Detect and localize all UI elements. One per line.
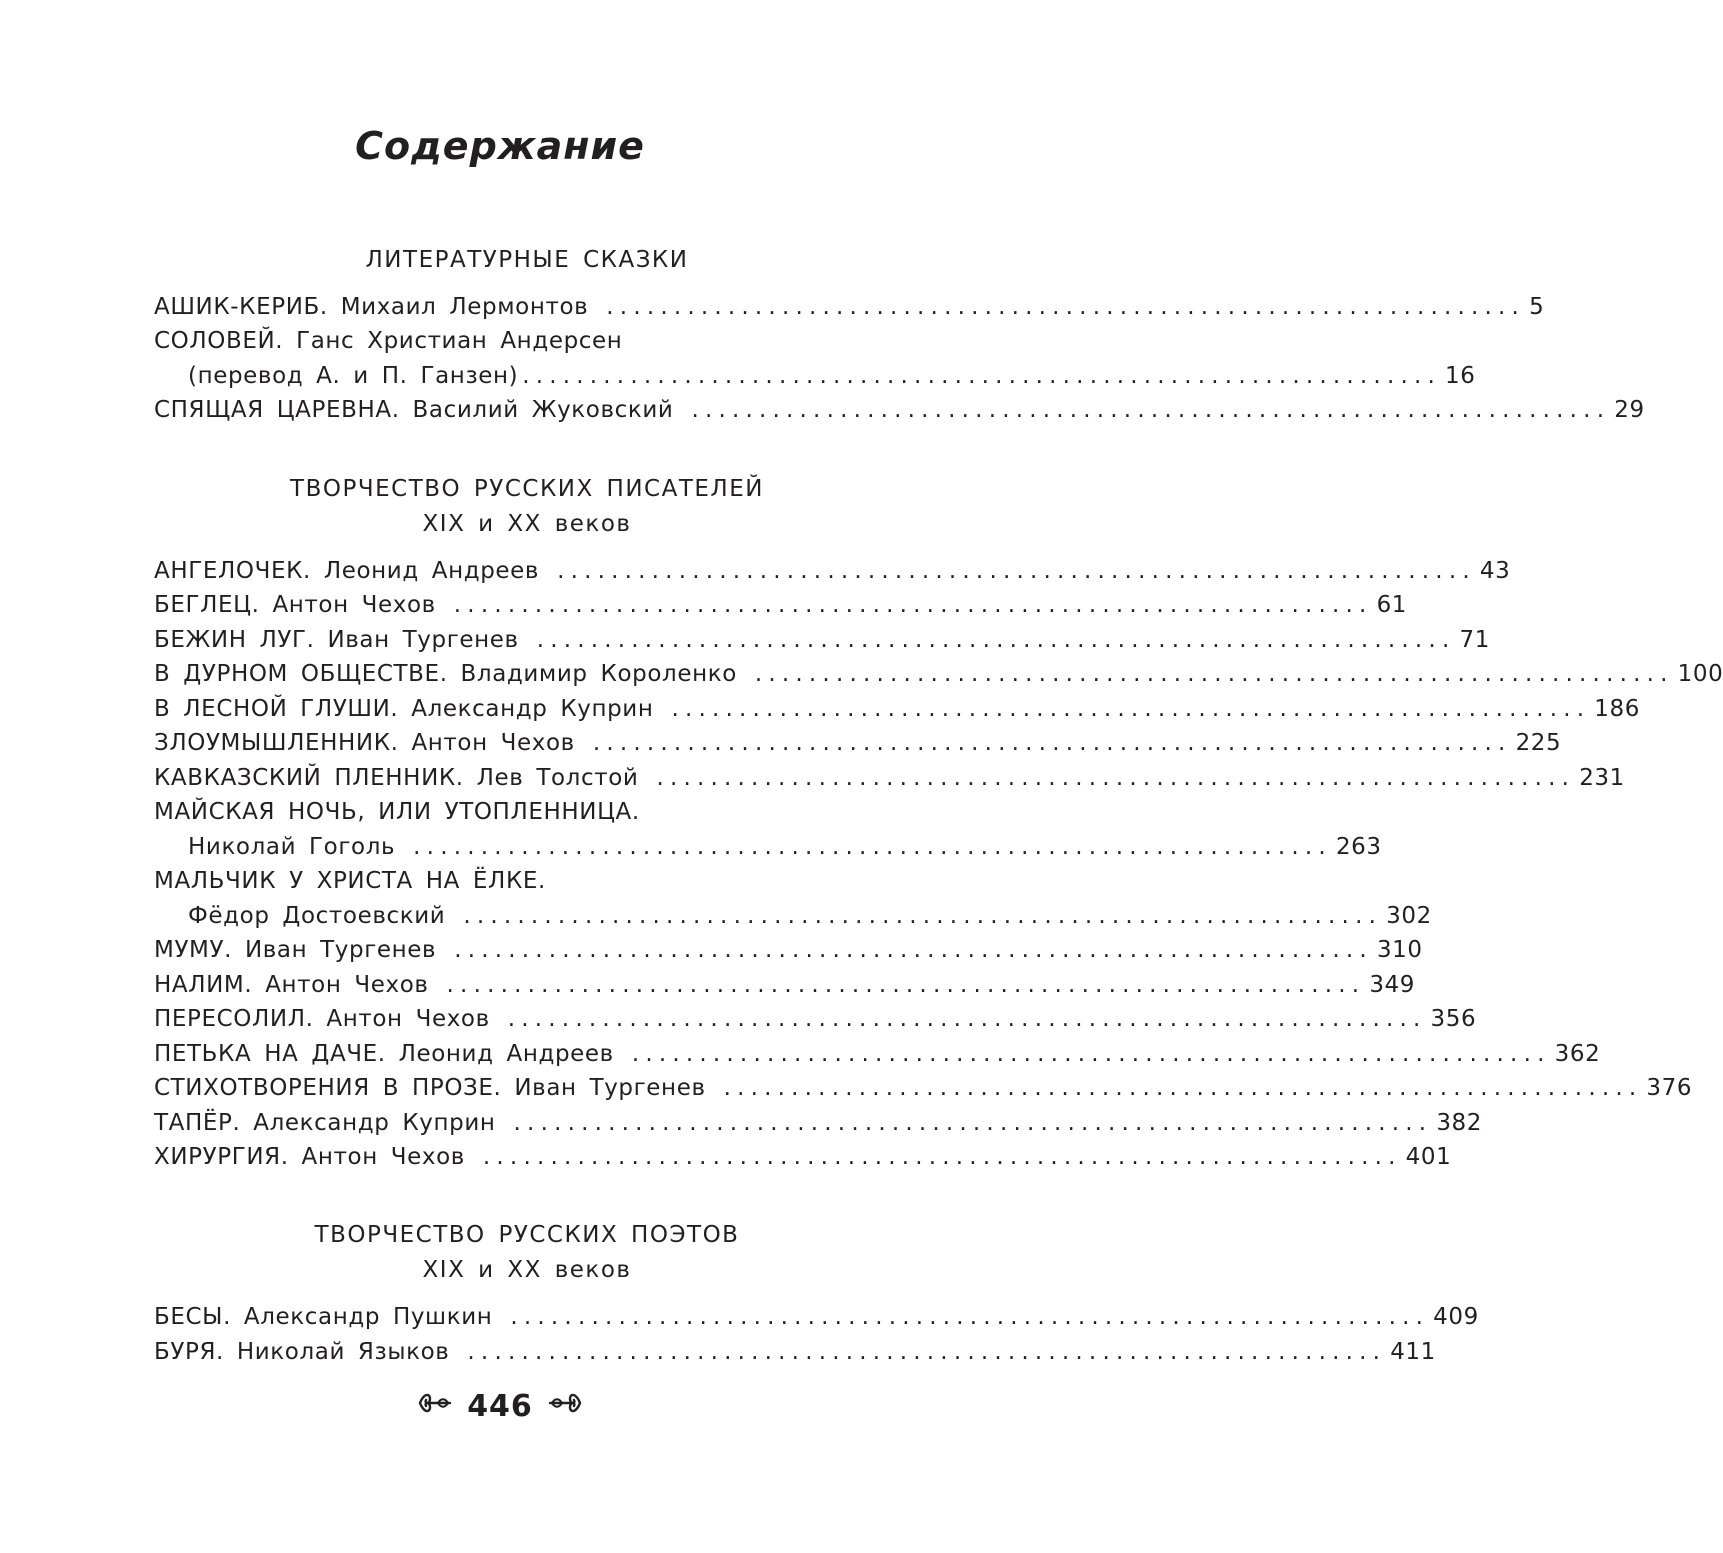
entry-page: 5	[1529, 294, 1545, 320]
dot-leader: ....................................................................	[482, 1144, 1402, 1170]
entry-text: ПЕТЬКА НА ДАЧЕ. Леонид Андреев	[154, 1041, 614, 1067]
section-heading: ЛИТЕРАТУРНЫЕ СКАЗКИ	[365, 247, 689, 273]
dot-leader: ....................................................................	[454, 937, 1373, 963]
entry-text: СПЯЩАЯ ЦАРЕВНА. Василий Жуковский	[154, 397, 674, 423]
entry-page: 186	[1594, 696, 1640, 722]
entry-page: 61	[1376, 592, 1408, 618]
toc-entry	[154, 1041, 1601, 1075]
dot-leader: ....................................................................	[671, 696, 1591, 722]
entry-page: 29	[1614, 397, 1645, 423]
toc-entry	[154, 730, 1562, 764]
entry-text: ЗЛОУМЫШЛЕННИК. Антон Чехов	[154, 730, 575, 756]
entry-page: 231	[1579, 765, 1625, 791]
dot-leader: ....................................................................	[723, 1075, 1643, 1101]
dot-leader: ....................................................................	[446, 972, 1366, 998]
entry-page: 225	[1515, 730, 1562, 756]
toc-entry	[154, 1075, 1693, 1109]
entry-text: СОЛОВЕЙ. Ганс Христиан Андерсен	[154, 328, 623, 354]
dot-leader: ....................................................................	[510, 1304, 1430, 1330]
dot-leader: ....................................................................	[536, 627, 1456, 653]
section-heading: ТВОРЧЕСТВО РУССКИХ ПИСАТЕЛЕЙ	[290, 476, 764, 502]
entry-page: 100	[1677, 661, 1723, 687]
dot-leader: ....................................................................	[413, 834, 1332, 860]
toc-entry	[154, 661, 1723, 695]
section-heading: ТВОРЧЕСТВО РУССКИХ ПОЭТОВ	[314, 1222, 740, 1248]
toc-entry	[154, 558, 1511, 592]
entry-page: 409	[1433, 1304, 1479, 1330]
entry-page: 356	[1430, 1006, 1477, 1032]
left-ornament-icon	[418, 1389, 452, 1424]
dot-leader: ....................................................................	[592, 730, 1512, 756]
entry-page: 401	[1405, 1144, 1452, 1170]
entry-text: ТАПЁР. Александр Куприн	[154, 1110, 496, 1136]
folio-number: 446	[467, 1389, 533, 1424]
dot-leader: ....................................................................	[754, 661, 1674, 687]
page-number	[0, 1388, 1000, 1424]
toc-entry	[188, 834, 1382, 868]
entry-page: 71	[1459, 627, 1490, 653]
entry-text: Фёдор Достоевский	[188, 903, 446, 929]
entry-page: 16	[1445, 363, 1476, 389]
dot-leader: ....................................................................	[467, 1339, 1387, 1365]
dot-leader: ....................................................................	[453, 592, 1373, 618]
toc-entry	[154, 1304, 1479, 1338]
section-subheading: XIX и XX веков	[422, 511, 632, 537]
entry-text: ХИРУРГИЯ. Антон Чехов	[154, 1144, 465, 1170]
toc-entry	[154, 328, 894, 362]
entry-text: БЕГЛЕЦ. Антон Чехов	[154, 592, 436, 618]
dot-leader: ....................................................................	[656, 765, 1576, 791]
dot-leader: ....................................................................	[507, 1006, 1427, 1032]
dot-leader: ....................................................................	[522, 363, 1441, 389]
dot-leader: ....................................................................	[557, 558, 1476, 584]
dot-leader: ....................................................................	[631, 1041, 1551, 1067]
entry-page: 382	[1436, 1110, 1483, 1136]
entry-page: 349	[1369, 972, 1416, 998]
toc-entry	[154, 1144, 1452, 1178]
entry-page: 310	[1376, 937, 1423, 963]
section-subheading: XIX и XX веков	[422, 1257, 632, 1283]
toc-entry	[154, 972, 1416, 1006]
entry-text: В ЛЕСНОЙ ГЛУШИ. Александр Куприн	[154, 696, 654, 722]
entry-text: МАЙСКАЯ НОЧЬ, ИЛИ УТОПЛЕННИЦА.	[154, 799, 640, 825]
toc-entry	[154, 592, 1408, 626]
entry-page: 376	[1646, 1075, 1693, 1101]
toc-entry	[154, 765, 1625, 799]
entry-text: НАЛИМ. Антон Чехов	[154, 972, 429, 998]
toc-entry	[154, 1110, 1483, 1144]
dot-leader: ....................................................................	[691, 397, 1611, 423]
entry-text: БЕСЫ. Александр Пушкин	[154, 1304, 493, 1330]
entry-text: АНГЕЛОЧЕК. Леонид Андреев	[154, 558, 540, 584]
entry-text: МУМУ. Иван Тургенев	[154, 937, 437, 963]
dot-leader: ....................................................................	[606, 294, 1526, 320]
toc-entry	[154, 1339, 1436, 1373]
toc-entry	[154, 868, 894, 902]
entry-text: БУРЯ. Николай Языков	[154, 1339, 450, 1365]
toc-entry	[154, 696, 1640, 730]
dot-leader: ....................................................................	[513, 1110, 1433, 1136]
toc-entry	[188, 903, 1432, 937]
entry-text: МАЛЬЧИК У ХРИСТА НА ЁЛКЕ.	[154, 868, 546, 894]
entry-text: БЕЖИН ЛУГ. Иван Тургенев	[154, 627, 519, 653]
toc-entry	[154, 937, 1423, 971]
entry-text: АШИК-КЕРИБ. Михаил Лермонтов	[154, 294, 589, 320]
entry-text: Николай Гоголь	[188, 834, 396, 860]
toc-entry	[154, 397, 1645, 431]
toc-entry	[154, 799, 894, 833]
entry-text: СТИХОТВОРЕНИЯ В ПРОЗЕ. Иван Тургенев	[154, 1075, 706, 1101]
entry-page: 43	[1479, 558, 1511, 584]
entry-page: 411	[1390, 1339, 1436, 1365]
page-title: Содержание	[355, 124, 645, 168]
right-ornament-icon	[548, 1389, 582, 1424]
toc-entry	[154, 294, 1545, 328]
entry-text: (перевод А. и П. Ганзен)	[188, 363, 519, 389]
toc-entry	[154, 627, 1490, 661]
toc-entry	[188, 363, 1476, 397]
entry-text: КАВКАЗСКИЙ ПЛЕННИК. Лев Толстой	[154, 765, 639, 791]
entry-text: ПЕРЕСОЛИЛ. Антон Чехов	[154, 1006, 490, 1032]
dot-leader: ....................................................................	[463, 903, 1383, 929]
entry-text: В ДУРНОМ ОБЩЕСТВЕ. Владимир Короленко	[154, 661, 737, 687]
toc-entry	[154, 1006, 1477, 1040]
entry-page: 302	[1386, 903, 1432, 929]
entry-page: 362	[1554, 1041, 1601, 1067]
entry-page: 263	[1335, 834, 1382, 860]
